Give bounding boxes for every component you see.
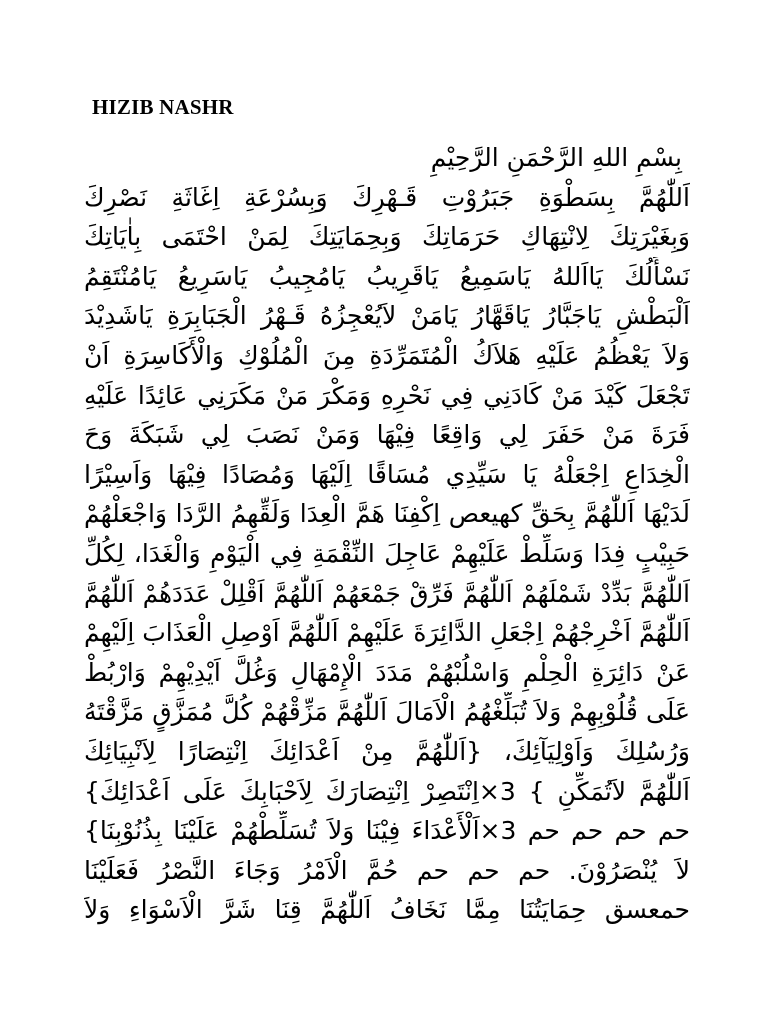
text-line: عَلَى قُلُوْبِهِمْ وَلاَ تُبَلِّغْهُمُ الْاَمَالَ اَللّٰهُمَّ مَزِّقْهُمْ كُلَّ مُمَزَّقٍ مَزَّقْتَهُ — [84, 697, 690, 727]
text-line: الْخِدَاعِ اِجْعَلْهُ يَا سَيِّدِي مُسَاقًا اِلَيْهَا وَمُصَادًا فِيْهَا وَاَسِيْرًا — [84, 459, 690, 489]
text-line: تَجْعَلَ كَيْدَ مَنْ كَادَنِي فِي نَحْرِهِ وَمَكْرَ مَنْ مَكَرَنِي عَائِدًا عَلَيْهِ — [84, 380, 690, 410]
text-line: لاَ يُنْصَرُوْنَ. حم حم حم حُمَّ الْاَمْرُ وَجَاءَ النَّصْرُ فَعَلَيْنَا — [84, 855, 690, 885]
document-body — [84, 138, 690, 930]
text-line: فَرَةَ مَنْ حَفَرَ لِي وَاقِعًا فِيْهَا وَمَنْ نَصَبَ لِي شَبَكَةَ وَحَ — [84, 420, 690, 450]
text-line: عَنْ دَائِرَةِ الْحِلْمِ وَاسْلُبْهُمْ مَدَدَ الْإِمْهَالِ وَغُلَّ اَيْدِيْهِمْ وَارْبُطْ — [84, 657, 690, 687]
text-line: وَبِغَيْرَتِكَ لِانْتِهَاكِ حَرَمَاتِكَ وَبِحِمَايَتِكَ لِمَنْ احْتَمَى بِاٰيَاتِكَ — [84, 222, 690, 252]
text-line: حَبِيْبٍ فِدَا وَسَلِّطْ عَلَيْهِمْ عَاجِلَ النِّقْمَةِ فِي الْيَوْمِ وَالْغَدَا، لِكُلِّ — [84, 538, 690, 568]
text-line: اَللّٰهُمَّ اَخْرِجْهُمْ اِجْعَلِ الدَّائِرَةَ عَلَيْهِمْ اَللّٰهُمَّ اَوْصِلِ الْعَذَابَ اِلَيْهِمْ — [84, 618, 690, 648]
text-line: اَللّٰهُمَّ لاَتُمَكِّنِ } 3×اِنْتَصِرْ اِنْتِصَارَكَ لِاَحْبَابِكَ عَلَى اَعْدَائِكَ} — [84, 776, 690, 806]
text-line-bismillah: بِسْمِ اللهِ الرَّحْمَنِ الرَّحِيْمِ — [430, 143, 682, 172]
text-line: نَسْأَلُكَ يَااَللهُ يَاسَمِيعُ يَاقَرِيبُ يَامُجِيبُ يَاسَرِيعُ يَامُنْتَقِمُ — [84, 261, 690, 291]
text-line: وَرُسُلِكَ وَاَوْلِيَآئِكَ، {اَللّٰهُمَّ مِنْ اَعْدَائِكَ اِنْتِصَارًا لِاَنْبِيَائِكَ — [84, 736, 690, 766]
text-line: حمعسق حِمَايَتُنَا مِمَّا نَخَافُ اَللّٰهُمَّ قِنَا شَرَّ الْاَسْوَاءِ وَلاَ — [84, 895, 690, 925]
text-line: وَلاَ يَعْظُمُ عَلَيْهِ هَلاَكُ الْمُتَمَرِّدَةِ مِنَ الْمُلُوْكِ وَالْأَكَاسِرَةِ اَنْ — [84, 340, 690, 370]
document-title: HIZIB NASHR — [92, 95, 234, 119]
text-line: اَلْبَطْشِ يَاجَبَّارُ يَاقَهَّارُ يَامَنْ لاَيُعْجِزُهُ قَـهْرُ الْجَبَابِرَةِ يَاشَدِيْدَ — [84, 301, 690, 331]
text-line: اَللّٰهُمَّ بَدِّدْ شَمْلَهُمْ اَللّٰهُمَّ فَرِّقْ جَمْعَهُمْ اَللّٰهُمَّ اَقْلِلْ عَدَدَهُمْ اَللّٰهُمَّ — [84, 578, 690, 608]
text-line: اَللّٰهُمَّ بِسَطْوَةِ جَبَرُوْتِ قَـهْرِكَ وَبِسُرْعَةِ اِغَاثَةِ نَصْرِكَ — [84, 182, 690, 212]
text-line: حم حم حم حم 3×اَلْأَعْدَاءَ فِيْنَا وَلاَ تُسَلِّطْهُمْ عَلَيْنَا بِذُنُوْبِنَا} — [84, 816, 690, 846]
text-line: لَدَيْهَا اَللّٰهُمَّ بِحَقِّ كهيعص اِكْفِنَا هَمَّ الْعِدَا وَلَقِّهِمُ الرَّدَا وَاجْعَلْهُمْ — [84, 499, 690, 529]
